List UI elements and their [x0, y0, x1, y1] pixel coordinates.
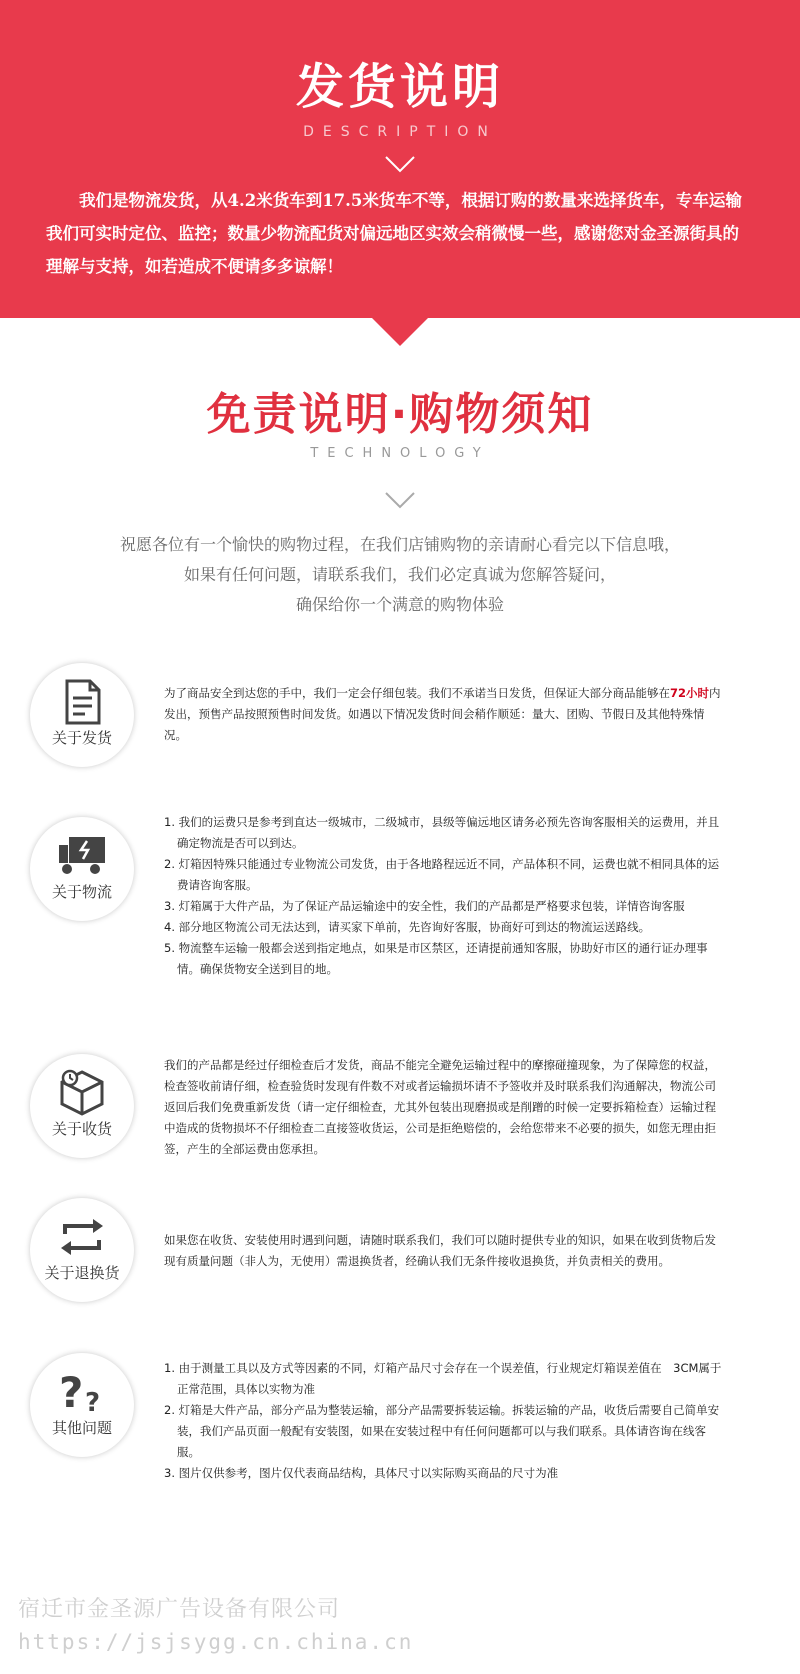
intro-line: 确保给你一个满意的购物体验 — [295, 595, 504, 614]
other-text — [164, 1358, 724, 1484]
returns-badge — [30, 1198, 134, 1302]
list-item: 1. 由于测量工具以及方式等因素的不同，灯箱产品尺寸会存在一个误差值，行业规定灯箱误差值在 3CM属于正常范围，具体以实物为准 — [164, 1361, 722, 1396]
list-item: 5. 物流整车运输一般都会送到指定地点，如果是市区禁区，还请提前通知客服，协助好市区的通行证办理事情。确保货物安全送到目的地。 — [164, 941, 708, 976]
logistics-label: 关于物流 — [51, 883, 112, 901]
delivery-badge — [30, 663, 134, 767]
delivery-text — [164, 683, 724, 746]
list-item: 4. 部分地区物流公司无法达到，请买家下单前，先咨询好客服，协商好可到达的物流运送路线。 — [164, 920, 651, 934]
delivery-text-before: 为了商品安全到达您的手中，我们一定会仔细包装。我们不承诺当日发货，但保证大部分商品能够在 — [164, 686, 670, 700]
receiving-label: 关于收货 — [51, 1120, 112, 1138]
returns-text — [164, 1230, 724, 1272]
list-item: 1. 我们的运费只是参考到直达一级城市，二级城市，县级等偏远地区请务必预先咨询客服相关的运费用，并且确定物流是否可以到达。 — [164, 815, 720, 850]
chevron-down-icon — [384, 154, 416, 174]
notice-intro — [60, 530, 740, 620]
list-item: 2. 灯箱因特殊只能通过专业物流公司发货，由于各地路程远近不同，产品体积不同，运费也就不相同具体的运费请咨询客服。 — [164, 857, 720, 892]
delivery-highlight: 72小时 — [670, 686, 710, 700]
notice-title: 免责说明·购物须知 — [206, 389, 594, 440]
svg-text:?: ? — [85, 1388, 101, 1417]
list-item: 3. 图片仅供参考，图片仅代表商品结构，具体尺寸以实际购买商品的尺寸为准 — [164, 1466, 559, 1480]
returns-label: 关于退换货 — [44, 1264, 120, 1282]
document-icon — [57, 677, 107, 727]
receiving-badge — [30, 1054, 134, 1158]
banner-notch — [372, 318, 428, 346]
receiving-text — [164, 1055, 724, 1160]
svg-text:?: ? — [59, 1368, 84, 1417]
notice-subtitle: TECHNOLOGY — [310, 446, 490, 461]
delivery-label: 关于发货 — [51, 729, 112, 747]
list-item: 3. 灯箱属于大件产品，为了保证产品运输途中的安全性，我们的产品都是严格要求包装，详情咨询客服 — [164, 899, 685, 913]
package-icon — [57, 1068, 107, 1118]
logistics-text — [164, 812, 724, 980]
delivery-text-after: 内发出，预售产品按照预售时间发货。如遇以下情况发货时间会稍作顺延：量大、团购、节假日及其他特殊情况。 — [164, 686, 721, 742]
returns-paragraph: 如果您在收货、安装使用时遇到问题，请随时联系我们，我们可以随时提供专业的知识，如果在收到货物后发现有质量问题（非人为，无使用）需退换货者，经确认我们无条件接收退换货，并负责相关的费用。 — [164, 1233, 716, 1268]
logistics-badge — [30, 817, 134, 921]
list-item: 2. 灯箱是大件产品，部分产品为整装运输，部分产品需要拆装运输。拆装运输的产品，收货后需要自己简单安装，我们产品页面一般配有安装图，如果在安装过程中有任何问题都可以与我们联系。具体请咨询在线客服。 — [164, 1403, 720, 1459]
company-watermark: 宿迁市金圣源广告设备有限公司 — [18, 1597, 341, 1622]
truck-icon — [50, 831, 114, 881]
intro-line: 如果有任何问题，请联系我们，我们必定真诚为您解答疑问， — [183, 565, 616, 584]
intro-line: 祝愿各位有一个愉快的购物过程，在我们店铺购物的亲请耐心看完以下信息哦， — [119, 535, 680, 554]
url-watermark: https://jsjsygg.cn.china.cn — [18, 1630, 414, 1654]
shipping-title: 发货说明 — [295, 59, 504, 115]
other-badge — [30, 1353, 134, 1457]
receiving-paragraph: 我们的产品都是经过仔细检查后才发货，商品不能完全避免运输过程中的摩擦碰撞现象，为了保障您的权益，检查签收前请仔细，检查验货时发现有件数不对或者运输损坏请不予签收并及时联系我们沟通解决，物流公司返回后我们免费重新发货（请一定仔细检查，尤其外包装出现磨损或是削蹭的时候一定要拆箱检查）运输过程中造成的货物损坏不仔细检查二直接签收货运，公司是拒绝赔偿的，会给您带来不必要的损失，如您无理由拒签，产生的全部运费由您承担。 — [164, 1058, 716, 1156]
shipping-text: 我们是物流发货，从4.2米货车到17.5米货车不等，根据订购的数量来选择货车，专车运输我们可实时定位、监控；数量少物流配货对偏远地区实效会稍微慢一些，感谢您对金圣源街具的理解与支持，如若造成不便请多多谅解！ — [46, 191, 742, 276]
question-icon — [57, 1367, 107, 1417]
shipping-subtitle: DESCRIPTION — [303, 124, 497, 140]
exchange-icon — [57, 1212, 107, 1262]
other-label: 其他问题 — [51, 1419, 112, 1437]
chevron-down-icon — [384, 490, 416, 510]
